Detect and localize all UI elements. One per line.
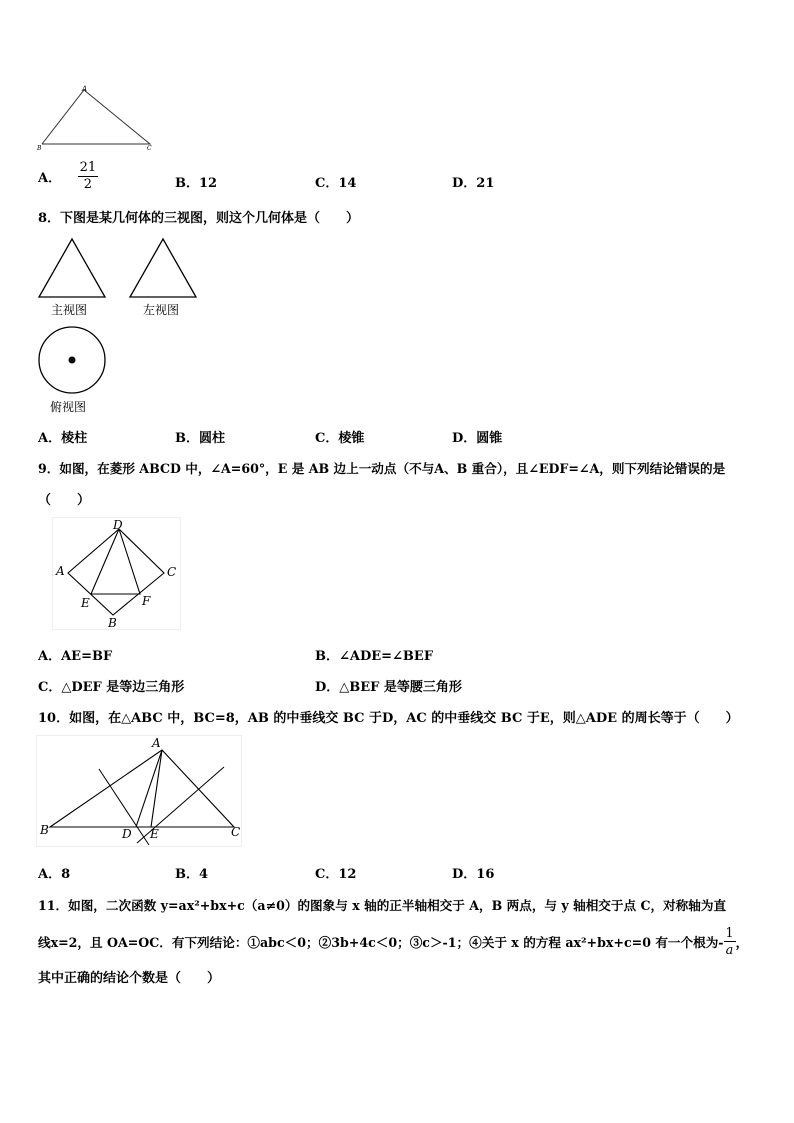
q7-option-c: C．14 xyxy=(315,176,357,191)
q7-option-a xyxy=(38,160,98,193)
triangle-def xyxy=(91,529,140,594)
option-letter: A． xyxy=(38,171,62,186)
segment-ae xyxy=(151,750,162,827)
label-c: C xyxy=(167,565,177,579)
label-e: E xyxy=(81,596,90,610)
triangle-abc xyxy=(50,750,234,827)
label-a: A xyxy=(56,564,65,578)
q11-line2-tail: ， xyxy=(735,935,749,950)
q11-line2-text: 线x=2，且 OA=OC．有下列结论：①abc＜0；②3b+4c＜0；③c＞-1；④关于 x 的方程 ax²+bx+c=0 有一个根为- xyxy=(38,935,724,950)
q7-option-d: D．21 xyxy=(452,176,495,191)
q8-front-view-caption: 主视图 xyxy=(51,303,88,317)
fraction-denominator: 2 xyxy=(83,177,93,192)
q8-option-d: D．圆锥 xyxy=(452,431,503,446)
q11-question-line1: 11．如图，二次函数 y=ax²+bx+c（a≠0）的图象与 x 轴的正半轴相交于 A，B 两点，与 y 轴相交于点 C，对称轴为直 xyxy=(38,898,727,913)
q9-option-a: A．AE=BF xyxy=(38,649,113,664)
q11-question-line2 xyxy=(38,925,748,958)
q11-question-line3: 其中正确的结论个数是（ ） xyxy=(38,971,221,986)
top-view-center-dot xyxy=(69,357,76,364)
left-view-triangle xyxy=(130,239,196,297)
q7-triangle-figure xyxy=(34,82,158,152)
q9-question-line2: （ ） xyxy=(38,493,91,508)
label-d: D xyxy=(122,827,132,841)
q9-option-d: D．△BEF 是等腰三角形 xyxy=(315,680,462,695)
q9-option-c: C．△DEF 是等边三角形 xyxy=(38,680,185,695)
q8-left-view-caption: 左视图 xyxy=(143,303,180,317)
segment-ad xyxy=(136,750,162,827)
fraction-21-over-2 xyxy=(78,160,99,193)
label-b: B xyxy=(108,616,117,630)
fraction-1-over-a xyxy=(724,925,736,958)
fraction-denominator: a xyxy=(725,942,734,957)
q10-option-a: A．8 xyxy=(38,867,71,882)
q7-option-b: B．12 xyxy=(175,176,218,191)
q10-option-d: D．16 xyxy=(452,867,495,882)
fraction-numerator: 21 xyxy=(79,160,97,175)
q9-option-b: B．∠ADE=∠BEF xyxy=(315,649,434,664)
q8-top-view-caption: 俯视图 xyxy=(50,400,87,414)
vertex-label-a: A xyxy=(82,85,88,93)
q8-option-a: A．棱柱 xyxy=(38,431,88,446)
q8-left-view-figure xyxy=(128,237,198,299)
q10-triangle-figure xyxy=(36,735,242,847)
q10-option-c: C．12 xyxy=(315,867,357,882)
q10-option-b: B．4 xyxy=(175,867,209,882)
fraction-numerator: 1 xyxy=(725,925,734,940)
label-f: F xyxy=(142,594,151,608)
vertex-label-c: C xyxy=(147,145,152,152)
label-e: E xyxy=(150,827,159,841)
triangle-edges xyxy=(42,90,150,144)
q8-front-view-figure xyxy=(37,237,107,299)
q8-option-b: B．圆柱 xyxy=(175,431,225,446)
q10-question: 10．如图，在△ABC 中，BC=8，AB 的中垂线交 BC 于D，AC 的中垂线交 BC 于E，则△ADE 的周长等于（ ） xyxy=(38,711,739,726)
q8-question: 8．下图是某几何体的三视图，则这个几何体是（ ） xyxy=(38,211,360,226)
front-view-triangle xyxy=(39,239,105,297)
q8-top-view-figure xyxy=(36,325,108,397)
q9-question-line1: 9．如图，在菱形 ABCD 中，∠A=60°，E 是 AB 边上一动点（不与A、B 重合），且∠EDF=∠A，则下列结论错误的是 xyxy=(38,461,726,476)
q9-rhombus-figure xyxy=(52,517,182,631)
vertex-label-b: B xyxy=(37,145,42,152)
q8-option-c: C．棱锥 xyxy=(315,431,365,446)
label-d: D xyxy=(113,518,123,532)
label-c: C xyxy=(231,825,241,839)
label-a: A xyxy=(152,736,161,750)
label-b: B xyxy=(40,823,49,837)
